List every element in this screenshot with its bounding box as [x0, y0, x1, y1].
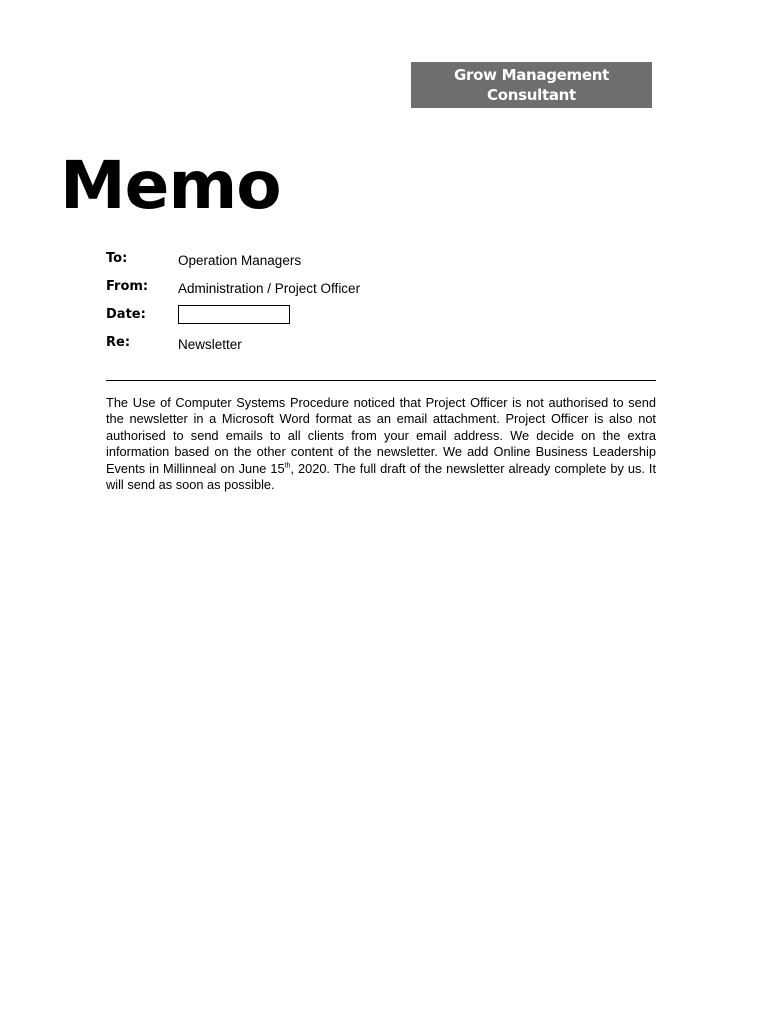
- memo-body-text-2: , 2020. The full draft of the newsletter already complete by us. It will send as soon as possible.: [106, 460, 657, 493]
- header-divider: [106, 380, 656, 381]
- re-value: Newsletter: [178, 337, 242, 352]
- to-value: Operation Managers: [178, 253, 302, 268]
- from-value: Administration / Project Officer: [178, 281, 361, 296]
- memo-title: Memo: [60, 147, 281, 224]
- from-label: From:: [106, 279, 149, 294]
- company-name-box: [411, 62, 652, 108]
- to-label: To:: [106, 251, 128, 266]
- date-label: Date:: [106, 307, 146, 322]
- memo-body-text-1: The Use of Computer Systems Procedure noticed that Project Officer is not authorised to send the newsletter in a Microsoft Word format as an email attachment. Project Officer is also not authorised to send emails to all clients from your email address. We decide on the extra information based on the other content of the newsletter. We add Online Business Leadership Events in Millinneal on June 15: [106, 395, 656, 476]
- date-ordinal-suffix: th: [284, 462, 291, 470]
- memo-body: [106, 395, 656, 493]
- company-name: Grow Management Consultant: [453, 66, 609, 104]
- date-field[interactable]: [178, 305, 290, 324]
- re-label: Re:: [106, 335, 131, 350]
